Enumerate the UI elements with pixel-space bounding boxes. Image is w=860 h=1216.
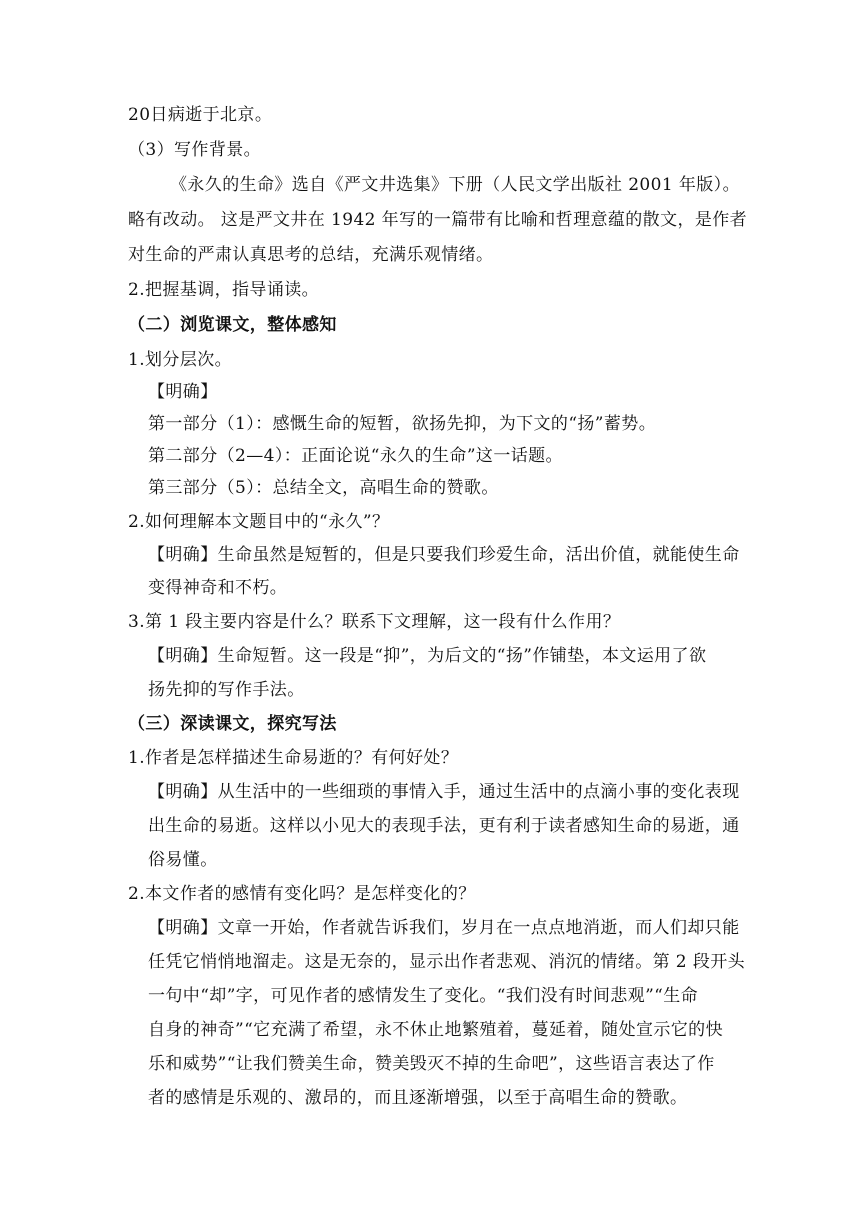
- text-line: 扬先抑的写作手法。: [148, 680, 305, 700]
- text-line: 【明确】生命虽然是短暂的，但是只要我们珍爱生命，活出价值，就能使生命: [148, 545, 740, 565]
- text-line: 乐和威势”“让我们赞美生命，赞美毁灭不掉的生命吧”，这些语言表达了作: [148, 1054, 715, 1074]
- text-line: 1.作者是怎样描述生命易逝的？有何好处？: [128, 748, 459, 768]
- text-line: 略有改动。 这是严文井在 1942 年写的一篇带有比喻和哲理意蕴的散文，是作者: [128, 210, 748, 230]
- text-line: 第三部分（5）：总结全文，高唱生命的赞歌。: [148, 478, 499, 498]
- section-heading: （二）浏览课文，整体感知: [128, 315, 337, 335]
- text-line: 2.把握基调，指导诵读。: [128, 280, 320, 300]
- text-line: 对生命的严肃认真思考的总结，充满乐观情绪。: [128, 245, 494, 265]
- text-line: 第一部分（1）：感慨生命的短暂，欲扬先抑，为下文的“扬”蓄势。: [148, 414, 657, 434]
- text-line: 【明确】: [148, 382, 218, 402]
- text-line: 出生命的易逝。这样以小见大的表现手法，更有利于读者感知生命的易逝，通: [148, 816, 740, 836]
- text-line: 自身的神奇”“它充满了希望，永不休止地繁殖着，蔓延着，随处宣示它的快: [148, 1020, 723, 1040]
- text-line: 【明确】从生活中的一些细琐的事情入手，通过生活中的点滴小事的变化表现: [148, 782, 740, 802]
- text-line: 【明确】生命短暂。这一段是“抑”，为后文的“扬”作铺垫，本文运用了欲: [148, 646, 707, 666]
- text-line: 者的感情是乐观的、激昂的，而且逐渐增强，以至于高唱生命的赞歌。: [148, 1088, 688, 1108]
- text-line: 变得神奇和不朽。: [148, 578, 288, 598]
- text-line: 2.如何理解本文题目中的“永久”？: [128, 512, 390, 532]
- text-line: 【明确】文章一开始，作者就告诉我们，岁月在一点点地消逝，而人们却只能: [148, 918, 740, 938]
- text-line: 20日病逝于北京。: [128, 105, 273, 125]
- text-line: 第二部分（2—4）：正面论说“永久的生命”这一话题。: [148, 446, 563, 466]
- text-line: 任凭它悄悄地溜走。这是无奈的，显示出作者悲观、消沉的情绪。第 2 段开头: [148, 952, 746, 972]
- text-line: 俗易懂。: [148, 850, 218, 870]
- text-line: 3.第 1 段主要内容是什么？联系下文理解，这一段有什么作用？: [128, 612, 621, 632]
- text-line: 一句中“却”字，可见作者的感情发生了变化。“我们没有时间悲观”“生命: [148, 986, 699, 1006]
- text-line: （3）写作背景。: [128, 140, 262, 160]
- section-heading: （三）深读课文，探究写法: [128, 714, 337, 734]
- text-line: 2.本文作者的感情有变化吗？是怎样变化的？: [128, 884, 476, 904]
- text-line: 《永久的生命》选自《严文井选集》下册（人民文学出版社 2001 年版）。: [170, 175, 740, 195]
- text-line: 1.划分层次。: [128, 350, 233, 370]
